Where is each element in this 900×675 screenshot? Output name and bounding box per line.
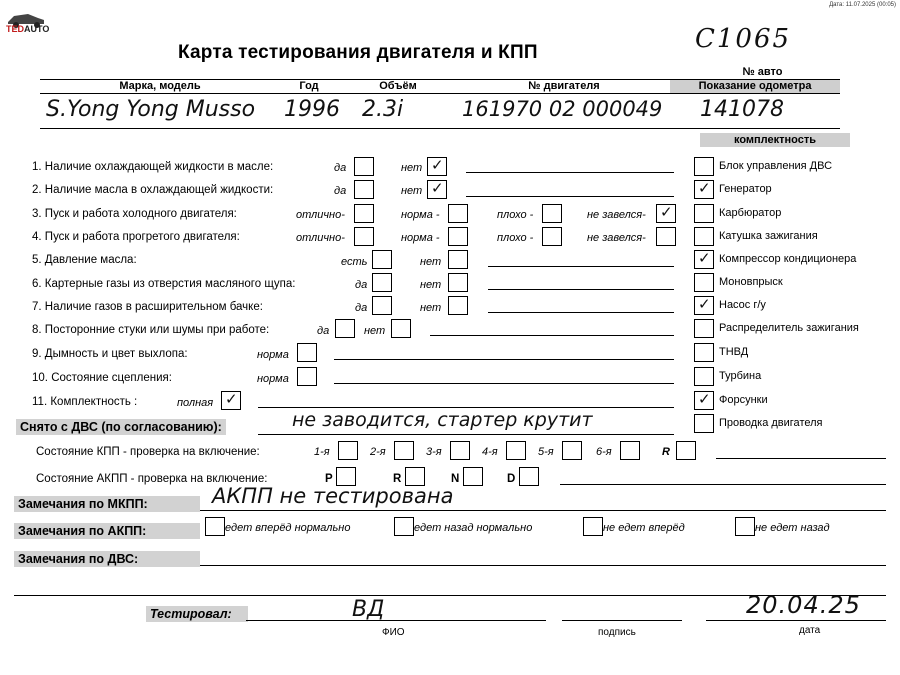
q4-bad-label: плохо - bbox=[497, 232, 534, 244]
q1-no-label: нет bbox=[401, 162, 423, 174]
comp-coil-checkbox[interactable] bbox=[694, 227, 714, 246]
akpp-forward-ok-checkbox[interactable] bbox=[205, 517, 225, 536]
q2: 2. Наличие масла в охлаждающей жидкости: bbox=[32, 184, 274, 196]
logo-text: TEDAUTO bbox=[6, 24, 50, 34]
gear-d-label: D bbox=[507, 473, 516, 485]
gear-4-checkbox[interactable] bbox=[506, 441, 526, 460]
q8-no-label: нет bbox=[364, 325, 386, 337]
date-caption: дата bbox=[799, 625, 821, 636]
q4-bad-checkbox[interactable] bbox=[542, 227, 562, 246]
akpp-no-forward-label: не едет вперёд bbox=[603, 522, 685, 534]
q6-no-label: нет bbox=[420, 279, 442, 291]
comp-distributor-label: Распределитель зажигания bbox=[719, 322, 859, 334]
gear-ar-label: R bbox=[393, 473, 402, 485]
model-value: S.Yong Yong Musso bbox=[46, 97, 256, 122]
comp-wiring-label: Проводка двигателя bbox=[719, 417, 823, 429]
gear-1-label: 1-я bbox=[314, 446, 330, 458]
comp-mono-label: Моновпрыск bbox=[719, 276, 783, 288]
gear-d-checkbox[interactable] bbox=[519, 467, 539, 486]
col-engine-no: № двигателя bbox=[528, 80, 600, 92]
comp-turbo-checkbox[interactable] bbox=[694, 367, 714, 386]
q5-is-label: есть bbox=[341, 256, 368, 268]
gear-4-label: 4-я bbox=[482, 446, 498, 458]
q6-yes-checkbox[interactable] bbox=[372, 273, 392, 292]
comp-pump-label: Насос г/у bbox=[719, 299, 766, 311]
q3-bad-checkbox[interactable] bbox=[542, 204, 562, 223]
page-title: Карта тестирования двигателя и КПП bbox=[178, 42, 538, 63]
engine-no-value: 161970 02 000049 bbox=[462, 97, 663, 121]
comp-tnvd-label: ТНВД bbox=[719, 346, 749, 358]
checkmark-icon: ✓ bbox=[225, 391, 238, 408]
q5: 5. Давление масла: bbox=[32, 254, 137, 266]
comp-ac-checkbox[interactable] bbox=[694, 250, 714, 269]
gear-n-label: N bbox=[451, 473, 460, 485]
checkmark-icon: ✓ bbox=[660, 204, 673, 221]
q11-full-checkbox[interactable] bbox=[221, 391, 241, 410]
q10: 10. Состояние сцепления: bbox=[32, 372, 172, 384]
q7-no-label: нет bbox=[420, 302, 442, 314]
tester-handwritten: ВД bbox=[352, 597, 385, 622]
col-model: Марка, модель bbox=[119, 80, 201, 92]
tested-label: Тестировал: bbox=[146, 606, 248, 622]
comp-generator-checkbox[interactable] bbox=[694, 180, 714, 199]
gear-r-label: R bbox=[662, 446, 670, 458]
q8-yes-checkbox[interactable] bbox=[335, 319, 355, 338]
akpp-backward-ok-label: едет назад нормально bbox=[414, 522, 533, 534]
q2-no-label: нет bbox=[401, 185, 423, 197]
gear-r-checkbox[interactable] bbox=[676, 441, 696, 460]
gear-6-label: 6-я bbox=[596, 446, 612, 458]
comp-ecu-checkbox[interactable] bbox=[694, 157, 714, 176]
gear-6-checkbox[interactable] bbox=[620, 441, 640, 460]
completeness-title: комплектность bbox=[700, 133, 850, 147]
gear-n-checkbox[interactable] bbox=[463, 467, 483, 486]
q4-notstarted-label: не завелся- bbox=[587, 232, 646, 244]
q8-no-checkbox[interactable] bbox=[391, 319, 411, 338]
auto-gearbox-label: Состояние АКПП - проверка на включение: bbox=[36, 473, 268, 485]
q7: 7. Наличие газов в расширительном бачке: bbox=[32, 301, 263, 313]
akpp-backward-ok-checkbox[interactable] bbox=[394, 517, 414, 536]
q2-yes-label: да bbox=[334, 185, 347, 197]
comp-generator-label: Генератор bbox=[719, 183, 772, 195]
q4-normal-label: норма - bbox=[401, 232, 440, 244]
col-year: Год bbox=[299, 80, 319, 92]
q8-yes-label: да bbox=[317, 325, 330, 337]
checkmark-icon: ✓ bbox=[431, 157, 444, 174]
q3-notstarted-checkbox[interactable] bbox=[656, 204, 676, 223]
q1-no-checkbox[interactable] bbox=[427, 157, 447, 176]
akpp-forward-ok-label: едет вперёд нормально bbox=[225, 522, 351, 534]
q7-yes-label: да bbox=[355, 302, 368, 314]
q6-no-checkbox[interactable] bbox=[448, 273, 468, 292]
q10-normal-label: норма bbox=[257, 373, 289, 385]
checkmark-icon: ✓ bbox=[698, 296, 711, 313]
comp-mono-checkbox[interactable] bbox=[694, 273, 714, 292]
date-stamp: Дата: 11.07.2025 (00:05) bbox=[829, 2, 896, 8]
fio-caption: ФИО bbox=[382, 627, 405, 638]
col-volume: Объём bbox=[379, 80, 417, 92]
manual-gearbox-label: Состояние КПП - проверка на включение: bbox=[36, 446, 260, 458]
q6-yes-label: да bbox=[355, 279, 368, 291]
q9: 9. Дымность и цвет выхлопа: bbox=[32, 348, 188, 360]
q3-normal-label: норма - bbox=[401, 209, 440, 221]
comp-coil-label: Катушка зажигания bbox=[719, 230, 818, 242]
date-handwritten: 20.04.25 bbox=[746, 591, 861, 619]
col-odometer: Показание одометра bbox=[698, 80, 812, 92]
checkmark-icon: ✓ bbox=[698, 250, 711, 267]
gear-1-checkbox[interactable] bbox=[338, 441, 358, 460]
volume-value: 2.3i bbox=[362, 97, 404, 122]
comp-tnvd-checkbox[interactable] bbox=[694, 343, 714, 362]
q4: 4. Пуск и работа прогретого двигателя: bbox=[32, 231, 240, 243]
q2-yes-checkbox[interactable] bbox=[354, 180, 374, 199]
q3-bad-label: плохо - bbox=[497, 209, 534, 221]
q4-notstarted-checkbox[interactable] bbox=[656, 227, 676, 246]
akpp-no-forward-checkbox[interactable] bbox=[583, 517, 603, 536]
odometer-value: 141078 bbox=[700, 97, 784, 122]
q7-yes-checkbox[interactable] bbox=[372, 296, 392, 315]
removed-handwritten: не заводится, стартер крутит bbox=[292, 409, 593, 431]
q3-normal-checkbox[interactable] bbox=[448, 204, 468, 223]
q4-normal-checkbox[interactable] bbox=[448, 227, 468, 246]
q11-full-label: полная bbox=[177, 397, 214, 409]
comp-ac-label: Компрессор кондиционера bbox=[719, 253, 857, 265]
q2-no-checkbox[interactable] bbox=[427, 180, 447, 199]
mkpp-handwritten: АКПП не тестирована bbox=[212, 484, 454, 508]
akpp-no-backward-checkbox[interactable] bbox=[735, 517, 755, 536]
q3-notstarted-label: не завелся- bbox=[587, 209, 646, 221]
comp-turbo-label: Турбина bbox=[719, 370, 762, 382]
q7-no-checkbox[interactable] bbox=[448, 296, 468, 315]
q8: 8. Посторонние стуки или шумы при работе: bbox=[32, 324, 270, 336]
car-number-label: № авто bbox=[742, 66, 783, 78]
q11: 11. Комплектность : bbox=[32, 396, 138, 408]
removed-label: Снято с ДВС (по согласованию): bbox=[16, 419, 226, 435]
q5-no-checkbox[interactable] bbox=[448, 250, 468, 269]
comp-wiring-checkbox[interactable] bbox=[694, 414, 714, 433]
comp-injectors-checkbox[interactable] bbox=[694, 391, 714, 410]
year-value: 1996 bbox=[284, 97, 340, 122]
mkpp-remarks-label: Замечания по МКПП: bbox=[14, 496, 200, 512]
q3-excellent-label: отлично- bbox=[296, 209, 345, 221]
comp-ecu-label: Блок управления ДВС bbox=[719, 160, 833, 172]
comp-distributor-checkbox[interactable] bbox=[694, 319, 714, 338]
q3-excellent-checkbox[interactable] bbox=[354, 204, 374, 223]
info-table bbox=[40, 79, 840, 129]
comp-carb-checkbox[interactable] bbox=[694, 204, 714, 223]
q10-normal-checkbox[interactable] bbox=[297, 367, 317, 386]
signature-caption: подпись bbox=[598, 627, 636, 638]
q9-normal-checkbox[interactable] bbox=[297, 343, 317, 362]
comp-carb-label: Карбюратор bbox=[719, 207, 782, 219]
q9-normal-label: норма bbox=[257, 349, 289, 361]
gear-2-checkbox[interactable] bbox=[394, 441, 414, 460]
dvs-remarks-label: Замечания по ДВС: bbox=[14, 551, 200, 567]
gear-3-checkbox[interactable] bbox=[450, 441, 470, 460]
akpp-no-backward-label: не едет назад bbox=[755, 522, 830, 534]
q1: 1. Наличие охлаждающей жидкости в масле: bbox=[32, 161, 274, 173]
gear-3-label: 3-я bbox=[426, 446, 442, 458]
q1-yes-checkbox[interactable] bbox=[354, 157, 374, 176]
checkmark-icon: ✓ bbox=[698, 391, 711, 408]
gear-5-checkbox[interactable] bbox=[562, 441, 582, 460]
q6: 6. Картерные газы из отверстия масляного щупа: bbox=[32, 278, 296, 290]
q4-excellent-checkbox[interactable] bbox=[354, 227, 374, 246]
car-number-handwritten: C1065 bbox=[695, 24, 792, 54]
q5-is-checkbox[interactable] bbox=[372, 250, 392, 269]
gear-5-label: 5-я bbox=[538, 446, 554, 458]
q4-excellent-label: отлично- bbox=[296, 232, 345, 244]
q1-yes-label: да bbox=[334, 162, 347, 174]
gear-p-label: P bbox=[325, 473, 333, 485]
q3: 3. Пуск и работа холодного двигателя: bbox=[32, 208, 237, 220]
akpp-remarks-label: Замечания по АКПП: bbox=[14, 523, 200, 539]
comp-pump-checkbox[interactable] bbox=[694, 296, 714, 315]
gear-2-label: 2-я bbox=[370, 446, 386, 458]
comp-injectors-label: Форсунки bbox=[719, 394, 768, 406]
checkmark-icon: ✓ bbox=[431, 180, 444, 197]
checkmark-icon: ✓ bbox=[698, 180, 711, 197]
q5-no-label: нет bbox=[420, 256, 442, 268]
